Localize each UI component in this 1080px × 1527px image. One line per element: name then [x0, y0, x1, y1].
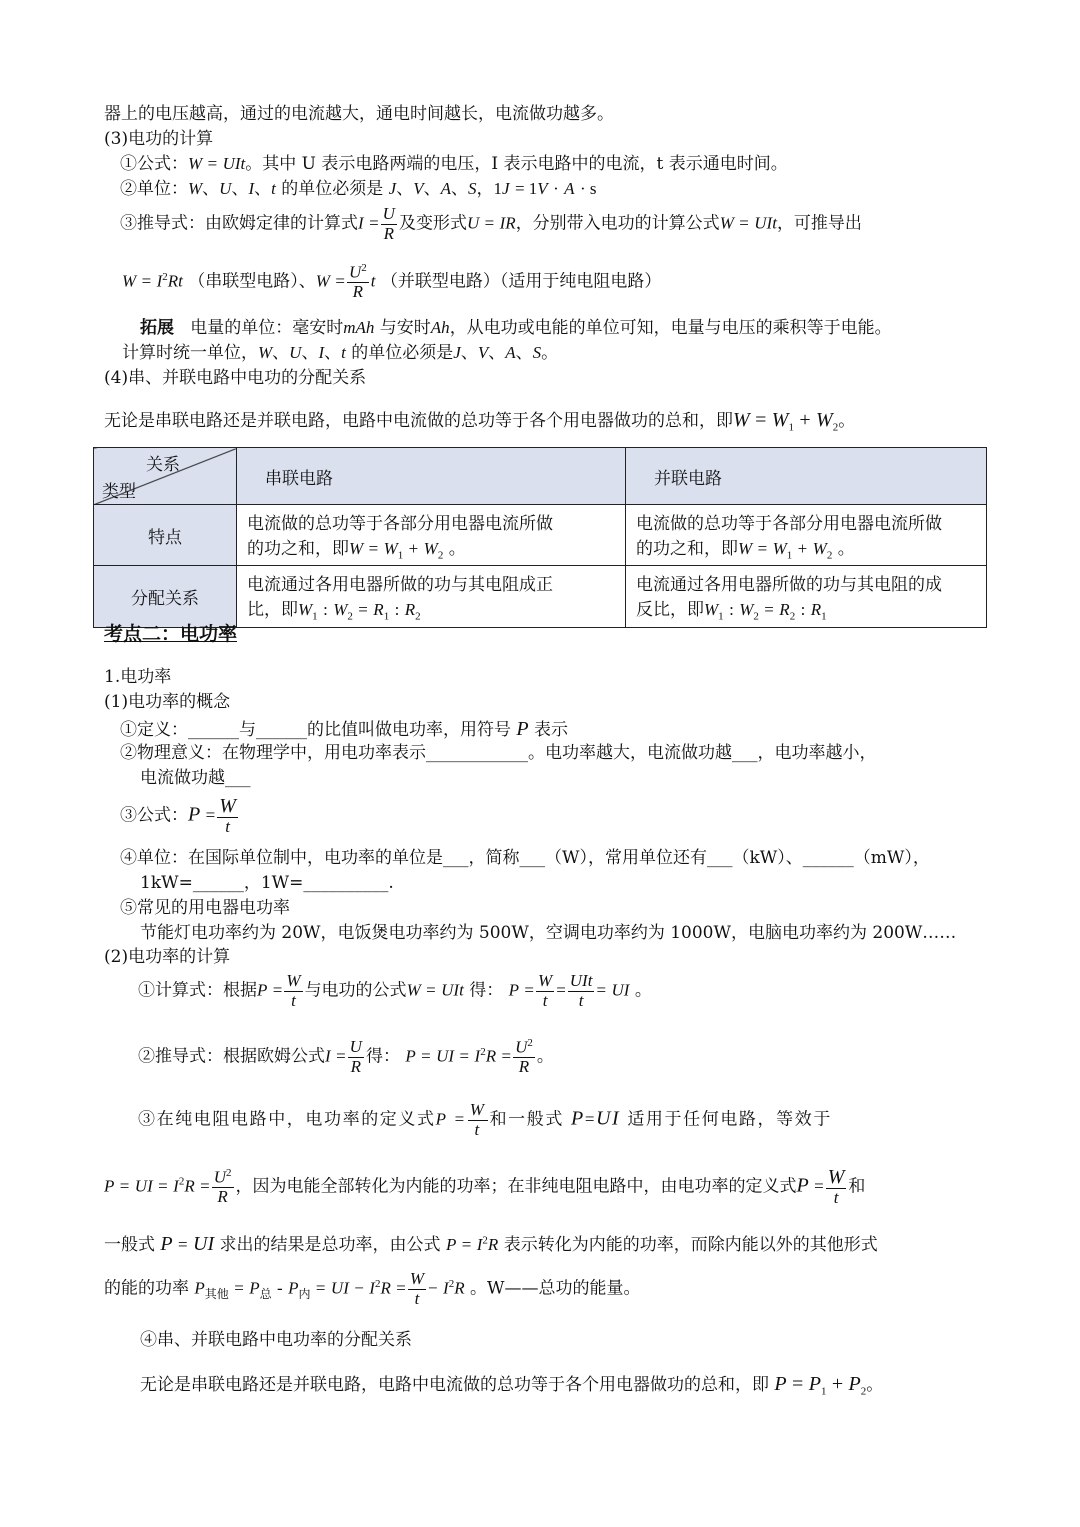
fraction: $\frac{U^2}{R}$ [213, 1166, 232, 1207]
fraction: $\frac{U^2}{R}$ [515, 1037, 533, 1077]
table-cell: 电流通过各用电器所做的功与其电阻的成 反比，即$W_1$ : $W_2 = R_2$ : $R_1$ [626, 566, 987, 627]
extension-line: 拓展 电量的单位：毫安时mAh 与安时Ah，从电功或电能的单位可知，电量与电压的乘积等于电能。 [140, 318, 892, 338]
total-power-line: 无论是串联电路还是并联电路，电路中电流做的总功等于各个用电器做功的总和，即 $P = P_1 + P_2$。 [140, 1373, 884, 1398]
column-header-parallel: 并联电路 [626, 448, 987, 505]
derive-line: ③推导式：由欧姆定律的计算式I = $\frac{U}{R}$ 及变形式U = IR，分别带入电功的计算公式W = UIt，可推导出 [120, 204, 862, 243]
other-power-line: 的能的功率 $P_{其他} = P_总 - P_内$ = UI − $I^2R$ = $\frac{W}{t}$ − $I^2R$ 。W——总功的能量。 [104, 1269, 641, 1308]
table-cell: 电流通过各用电器所做的功与其电阻成正 比，即$W_1$ : $W_2 = R_1$ : $R_2$ [237, 566, 626, 627]
row-header-feature: 特点 [94, 505, 237, 566]
pure-resistor-line-2: P = UI = $I^2R$ = $\frac{U^2}{R}$ ，因为电能全部转化为内能的功率；在非纯电阻电路中，由电功率的定义式P = $\frac{W}{t}$ 和 [104, 1166, 866, 1207]
fraction: $\frac{W}{t}$ [538, 971, 553, 1010]
units-line: ④单位：在国际单位制中，电功率的单位是___，简称___（W），常用单位还有___（kW）、______（mW）， [120, 848, 930, 868]
units-line-2: 1kW=______，1W=__________. [140, 873, 394, 893]
pure-resistor-line: ③在纯电阻电路中，电功率的定义式P = $\frac{W}{t}$ 和一般式 P=UI 适用于任何电路，等效于 [138, 1100, 832, 1139]
fraction: $\frac{W}{t}$ [469, 1100, 486, 1139]
common-text: 节能灯电功率约为 20W，电饭煲电功率约为 500W，空调电功率约为 1000W，电脑电功率约为 200W…… [140, 923, 957, 943]
meaning-line-2: 电流做功越___ [140, 768, 251, 788]
row-header-distribution: 分配关系 [94, 566, 237, 627]
fraction: $\frac{U^2}{R}$ [348, 262, 367, 302]
fraction: $\frac{W}{t}$ [286, 971, 301, 1010]
common-title: ⑤常见的用电器电功率 [120, 898, 290, 918]
general-formula-line: 一般式 P = UI 求出的结果是总功率，由公式 $P = I^2R$ 表示转化为内能的功率，而除内能以外的其他形式 [104, 1233, 878, 1255]
fraction: $\frac{U}{R}$ [349, 1036, 362, 1076]
table-cell: 电流做的总功等于各部分用电器电流所做 的功之和，即$W = W_1 + W_2$ 。 [237, 505, 626, 566]
column-header-series: 串联电路 [237, 448, 626, 505]
total-work-line: 无论是串联电路还是并联电路，电路中电流做的总功等于各个用电器做功的总和，即$W = W_1 + W_2$。 [104, 409, 856, 434]
relation-table [93, 447, 987, 628]
section-title: (3)电功的计算 [104, 129, 214, 149]
section-title: 1.电功率 [104, 667, 172, 687]
fraction: $\frac{W}{t}$ [219, 795, 236, 836]
paragraph-line: 器上的电压越高，通过的电流越大，通电时间越长，电流做功越多。 [104, 104, 614, 124]
fraction: $\frac{W}{t}$ [409, 1269, 425, 1308]
definition-line: ①定义：______与______的比值叫做电功率，用符号 P 表示 [120, 718, 569, 740]
section-heading: 考点二：电功率 [104, 623, 238, 645]
power-formula-line: ③公式：P = $\frac{W}{t}$ [120, 795, 236, 836]
extension-line-2: 计算时统一单位，W、U、I、t 的单位必须是J、V、A、S。 [122, 343, 559, 363]
derive2-line: ②推导式：根据欧姆公式I = $\frac{U}{R}$ 得： P = UI = $I^2R$ = $\frac{U^2}{R}$ 。 [138, 1036, 554, 1077]
section-title: (4)串、并联电路中电功的分配关系 [104, 368, 367, 388]
calc-line: ①计算式：根据P = $\frac{W}{t}$ 与电功的公式W = UIt 得： P = $\frac{W}{t}$ = $\frac{\text{UIt}}{t}$ = UI 。 [138, 971, 652, 1010]
formula-line: ①公式：W = UIt。其中 U 表示电路两端的电压，I 表示电路中的电流，t 表示通电时间。 [120, 154, 788, 174]
fraction: $\frac{U}{R}$ [382, 204, 395, 243]
section-title: (2)电功率的计算 [104, 947, 231, 967]
section-title: ④串、并联电路中电功率的分配关系 [140, 1330, 412, 1350]
meaning-line: ②物理意义：在物理学中，用电功率表示____________。电功率越大，电流做功越___，电功率越小， [120, 743, 877, 763]
fraction: $\frac{W}{t}$ [827, 1166, 845, 1207]
unit-line: ②单位：W、U、I、t 的单位必须是 J、V、A、S，1J = 1V · A · s [120, 179, 597, 199]
derive-result-line: $W = I^2Rt$ （串联型电路）、W = $\frac{U^2}{R}$ t （并联型电路）（适用于纯电阻电路） [122, 262, 662, 302]
section-title: (1)电功率的概念 [104, 692, 231, 712]
diagonal-header-cell: 关系 类型 [94, 448, 237, 505]
fraction: $\frac{\text{UIt}}{t}$ [569, 971, 593, 1010]
table-cell: 电流做的总功等于各部分用电器电流所做 的功之和，即$W = W_1 + W_2$ 。 [626, 505, 987, 566]
